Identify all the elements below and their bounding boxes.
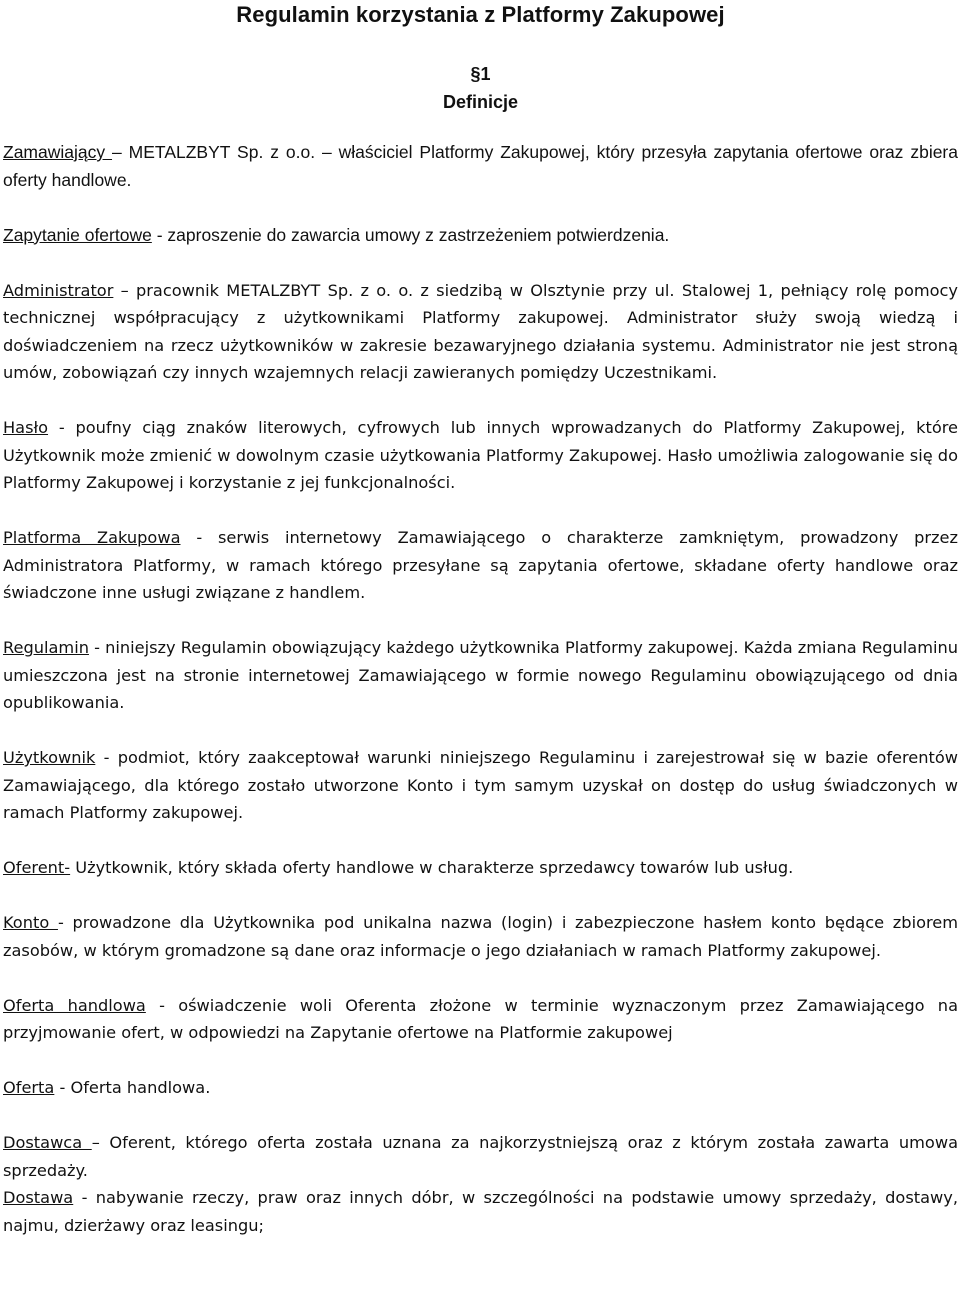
definition-term: Użytkownik	[3, 748, 96, 767]
definition-text: - poufny ciąg znaków literowych, cyfrowych lub innych wprowadzanych do Platformy Zakupowej, które Użytkownik może zmienić w dowolnym czasie użytkowania Platformy Zakupowej. Hasło umożliwia zalogowanie się do Platformy Zakupowej i korzystanie z jej funkcjonalności.	[3, 418, 958, 492]
definition-dostawca	[3, 1129, 958, 1184]
section-number: §1	[470, 64, 491, 84]
definition-text: – Oferent, którego oferta została uznana za najkorzystniejszą oraz z którym została zawarta umowa sprzedaży.	[3, 1133, 958, 1180]
definition-text: - niniejszy Regulamin obowiązujący każdego użytkownika Platformy zakupowej. Każda zmiana Regulaminu umieszczona jest na stronie internetowej Zamawiającego w formie nowego Regulaminu obowiązującego od dnia opublikowania.	[3, 638, 958, 712]
definition-term: Platforma Zakupowa	[3, 528, 181, 547]
definition-oferta-handlowa	[3, 992, 958, 1047]
definition-term: Administrator	[3, 280, 114, 300]
definition-text: - serwis internetowy Zamawiającego o charakterze zamkniętym, prowadzony przez Administratora Platformy, w ramach którego przesyłane są zapytania ofertowe, składane oferty handlowe oraz świadczone inne usługi związane z handlem.	[3, 528, 958, 602]
document-page	[3, 0, 958, 1239]
definition-regulamin	[3, 634, 958, 717]
section-heading	[3, 60, 958, 116]
definition-text: - oświadczenie woli Oferenta złożone w terminie wyznaczonym przez Zamawiającego na przyjmowanie ofert, w odpowiedzi na Zapytanie ofertowe na Platformie zakupowej	[3, 995, 958, 1042]
definition-term: Zapytanie ofertowe	[3, 224, 152, 245]
definition-term: Oferta	[3, 1078, 55, 1097]
definition-platforma-zakupowa	[3, 524, 958, 607]
definition-term: Oferta handlowa	[3, 995, 146, 1015]
section-title: Definicje	[442, 92, 519, 112]
definition-text: - Oferta handlowa.	[54, 1078, 211, 1097]
definition-zamawiajacy	[3, 139, 958, 194]
definition-text: - zaproszenie do zawarcia umowy z zastrzeżeniem potwierdzenia.	[151, 224, 670, 245]
definition-konto	[3, 909, 958, 964]
definition-oferent	[3, 854, 958, 882]
document-title: Regulamin korzystania z Platformy Zakupowej	[236, 2, 725, 27]
definition-oferta	[3, 1074, 958, 1102]
definition-text: - prowadzone dla Użytkownika pod unikalna nazwa (login) i zabezpieczone hasłem konto będące zbiorem zasobów, w którym gromadzone są dane oraz informacje o jego działaniach w ramach Platformy zakupowej.	[3, 913, 958, 960]
definition-term: Hasło	[3, 418, 49, 437]
definition-term: Oferent-	[3, 858, 71, 877]
definition-dostawa	[3, 1184, 958, 1239]
definition-text: - nabywanie rzeczy, praw oraz innych dóbr, w szczególności na podstawie umowy sprzedaży, dostawy, najmu, dzierżawy oraz leasingu;	[3, 1188, 958, 1235]
definition-term: Dostawa	[3, 1188, 74, 1207]
definition-term: Dostawca	[3, 1133, 92, 1152]
definition-text: - podmiot, który zaakceptował warunki niniejszego Regulaminu i zarejestrował się w bazie oferentów Zamawiającego, dla którego zostało utworzone Konto i tym samym uzyskał on dostęp do usług świadczonych w ramach Platformy zakupowej.	[3, 748, 958, 822]
definition-text: Użytkownik, który składa oferty handlowe w charakterze sprzedawcy towarów lub usług.	[70, 858, 794, 877]
definition-haslo	[3, 414, 958, 497]
definition-text: – METALZBYT Sp. z o.o. – właściciel Platformy Zakupowej, który przesyła zapytania ofertowe oraz zbiera oferty handlowe.	[3, 142, 958, 190]
definition-term: Konto	[3, 913, 58, 932]
definitions-list	[3, 139, 958, 1239]
definition-zapytanie-ofertowe	[3, 222, 958, 250]
definition-term: Regulamin	[3, 638, 89, 657]
definition-term: Zamawiający	[3, 142, 113, 162]
definition-uzytkownik	[3, 744, 958, 827]
definition-text: – pracownik METALZBYT Sp. z o. o. z siedzibą w Olsztynie przy ul. Stalowej 1, pełniący rolę pomocy technicznej współpracujący z użytkownikami Platformy zakupowej. Administrator służy swoją wiedzą i doświadczeniem na rzecz użytkowników w zakresie bezawaryjnego działania systemu. Administrator nie jest stroną umów, zobowiązań czy innych wzajemnych relacji zawieranych pomiędzy Uczestnikami.	[3, 280, 958, 382]
definition-administrator	[3, 277, 958, 387]
